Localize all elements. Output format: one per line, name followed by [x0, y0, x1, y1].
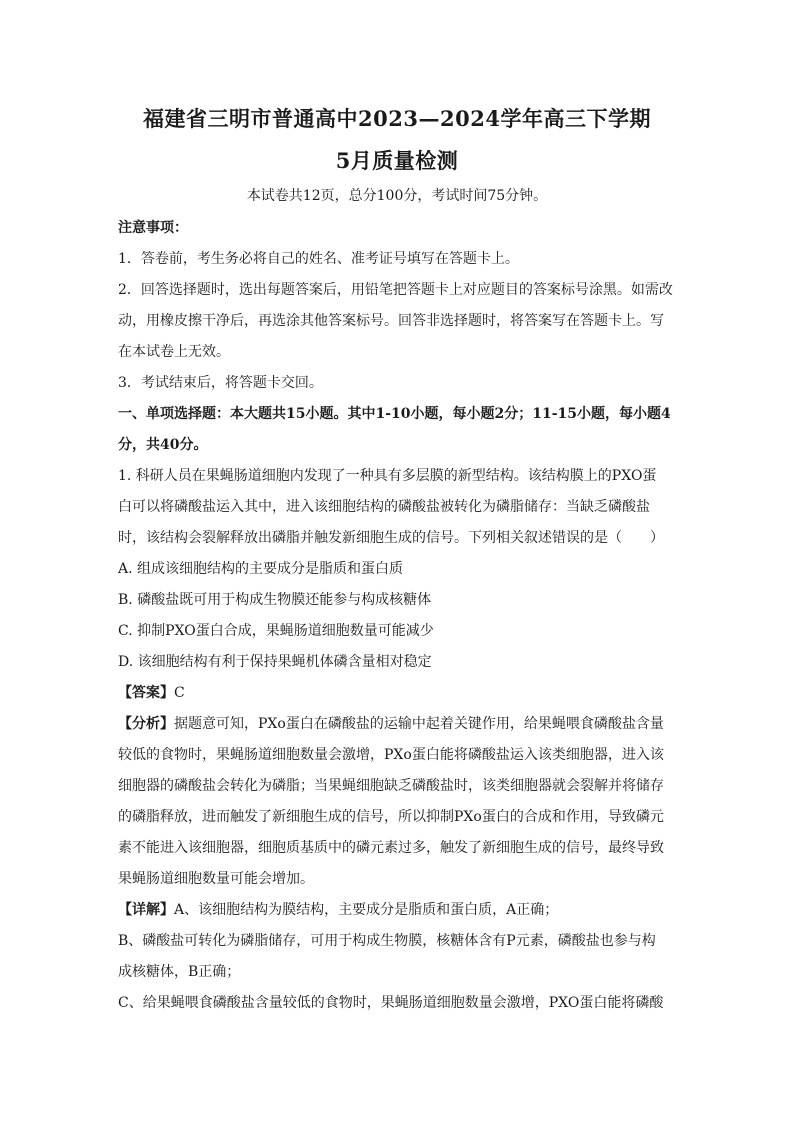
- notice-item-1: 1．答卷前，考生务必将自己的姓名、准考证号填写在答题卡上。: [118, 251, 519, 267]
- section-heading-line1: 一、单项选择题：本大题共15小题。其中1-10小题，每小题2分；11-15小题，每小题4: [118, 406, 671, 422]
- option-d: D. 该细胞结构有利于保持果蝇机体磷含量相对稳定: [118, 654, 432, 670]
- detail-row: [118, 900, 688, 920]
- notice-item-2-line3: 在本试卷上无效。: [118, 344, 230, 360]
- analysis-row: [118, 714, 688, 734]
- analysis-line5: 素不能进入该细胞器，细胞质基质中的磷元素过多，触发了新细胞生成的信号，最终导致: [118, 840, 664, 856]
- notice-item-2-line1: 2．回答选择题时，选出每题答案后，用铅笔把答题卡上对应题目的答案标号涂黑。如需改: [118, 282, 673, 298]
- option-c: C. 抑制PXO蛋白合成，果蝇肠道细胞数量可能减少: [118, 623, 434, 639]
- detail-label: 【详解】: [118, 902, 174, 918]
- answer-value: C: [174, 685, 185, 701]
- option-a: A. 组成该细胞结构的主要成分是脂质和蛋白质: [118, 561, 404, 577]
- detail-line2: B、磷酸盐可转化为磷脂储存，可用于构成生物膜，核糖体含有P元素，磷酸盐也参与构: [118, 933, 656, 949]
- analysis-line2: 较低的食物时，果蝇肠道细胞数量会激增，PXo蛋白能将磷酸盐运入该类细胞器，进入该: [118, 747, 664, 763]
- detail-line4: C、给果蝇喂食磷酸盐含量较低的食物时，果蝇肠道细胞数量会激增，PXO蛋白能将磷酸: [118, 995, 664, 1011]
- exam-info: 本试卷共12页，总分100分，考试时间75分钟。: [246, 188, 548, 204]
- analysis-label: 【分析】: [118, 716, 174, 732]
- notice-item-3: 3．考试结束后，将答题卡交回。: [118, 375, 323, 391]
- question-stem-line3: 时，该结构会裂解释放出磷脂并触发新细胞生成的信号。下列相关叙述错误的是（ ）: [118, 530, 664, 546]
- option-b: B. 磷酸盐既可用于构成生物膜还能参与构成核糖体: [118, 592, 432, 608]
- analysis-line4: 的磷脂释放，进而触发了新细胞生成的信号，所以抑制PXo蛋白的合成和作用，导致磷元: [118, 809, 664, 825]
- detail-line1: A、该细胞结构为膜结构，主要成分是脂质和蛋白质，A正确；: [174, 902, 559, 918]
- question-stem-line1: 1. 科研人员在果蝇肠道细胞内发现了一种具有多层膜的新型结构。该结构膜上的PXO蛋: [118, 468, 657, 484]
- analysis-line6: 果蝇肠道细胞数量可能会增加。: [118, 871, 314, 887]
- question-stem-line2: 白可以将磷酸盐运入其中，进入该细胞结构的磷酸盐被转化为磷脂储存：当缺乏磷酸盐: [118, 499, 650, 515]
- notice-item-2-line2: 动，用橡皮擦干净后，再选涂其他答案标号。回答非选择题时，将答案写在答题卡上。写: [118, 313, 664, 329]
- analysis-line1: 据题意可知，PXo蛋白在磷酸盐的运输中起着关键作用，给果蝇喂食磷酸盐含量: [174, 716, 664, 732]
- document-title-line1: 福建省三明市普通高中2023—2024学年高三下学期: [143, 106, 651, 131]
- analysis-line3: 细胞器的磷酸盐会转化为磷脂；当果蝇细胞缺乏磷酸盐时，该类细胞器就会裂解并将储存: [118, 778, 664, 794]
- notice-heading: 注意事项：: [118, 220, 188, 236]
- document-title-line2: 5月质量检测: [335, 148, 459, 173]
- section-heading-line2: 分，共40分。: [118, 437, 208, 453]
- answer-row: [118, 683, 688, 703]
- detail-line3: 成核糖体，B正确；: [118, 964, 241, 980]
- answer-label: 【答案】: [118, 685, 174, 701]
